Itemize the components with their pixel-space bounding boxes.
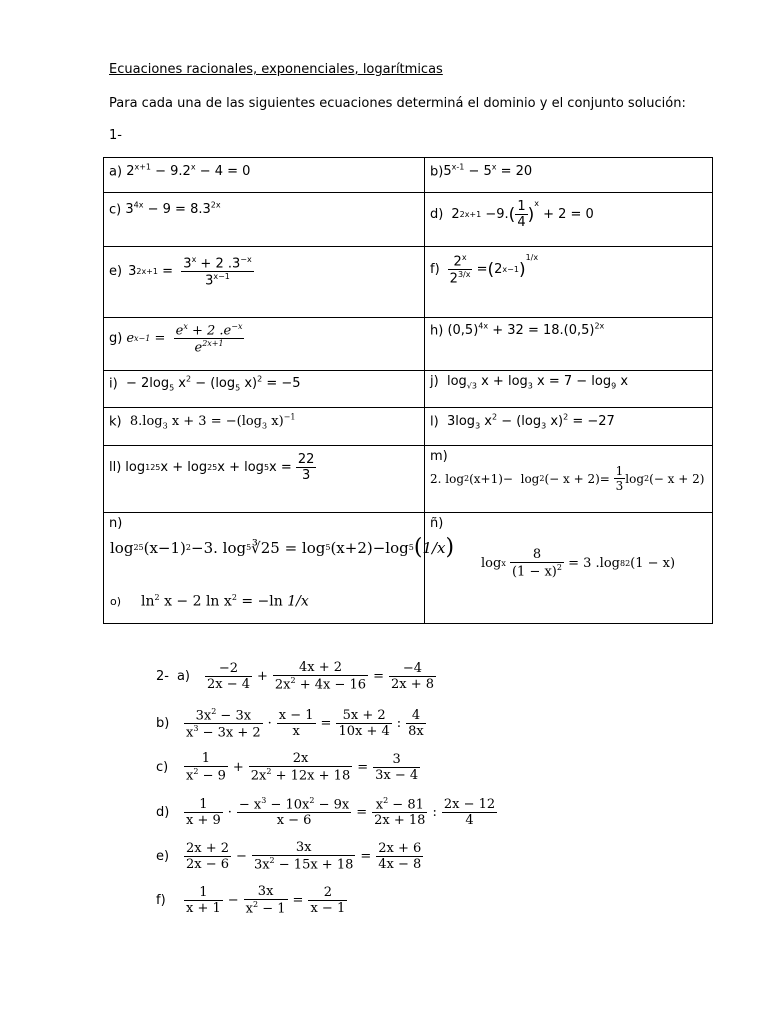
equation-2f: $\frac{1}{x + 1}$ − $\frac{3x}{x^2 - 1}$ = $\frac{2}{x - 1}$: [186, 884, 346, 917]
label-2e: e): [156, 848, 170, 864]
label-h: h): [430, 323, 444, 339]
equation-o: $\ln^2 x - 2$ $\ln x^2 = -\ln$ 1/x: [141, 593, 309, 610]
instruction-text: Para cada una de las siguientes ecuaciones determiná el dominio y el conjunto solución:: [109, 96, 686, 111]
equation-2c: $\frac{1}{x^2 - 9}$ + $\frac{2x}{2x^2 + 12x + 18}$ = $\frac{3}{3x - 4}$: [186, 751, 419, 784]
cell-d: [425, 193, 713, 247]
label-m: m): [430, 449, 448, 464]
cell-l: [425, 408, 713, 446]
label-a: a): [109, 164, 123, 180]
cell-c: [104, 193, 425, 247]
section-2-label: 2-: [156, 668, 169, 684]
label-k: k): [109, 414, 122, 430]
equation-2d: $\frac{1}{x + 9}$ · $\frac{- x^3 - 10x^2 - 9x}{x - 6}$ = $\frac{x^2 - 81}{2x + 18}$ : $\frac{2x - 12}{4}$: [186, 796, 496, 829]
cell-m: [425, 446, 713, 513]
cell-h: [425, 318, 713, 371]
cell-k: [104, 408, 425, 446]
equation-enye: log x $\frac{8}{(1 - x)^2}$ = 3 .log 8 2 (1 − x): [481, 547, 676, 580]
equation-ll: log 125 x + log 25 x + log 5 x = $\frac{22}{3}$: [125, 452, 315, 483]
label-2a: a): [176, 668, 191, 684]
cell-e: [104, 247, 425, 318]
section2-item-b: [156, 707, 426, 741]
cell-n-o: [104, 513, 455, 624]
equation-h: $(0,5)^{4x} + 32 = 18.(0,5)^{2x}$: [447, 322, 605, 339]
equation-2b: $\frac{3x^2 - 3x}{x^3 - 3x + 2}$ · $\frac{x - 1}{x}$ = $\frac{5x + 2}{10x + 4}$ : $\frac{4}{8x}$: [186, 707, 424, 741]
cell-a: [104, 158, 425, 193]
label-2f: f): [156, 892, 166, 908]
equation-e: 3 2x+1 = $\frac{3^x + 2 .3^{-x}}{3^{x-1}}$: [128, 255, 252, 289]
cell-f: [425, 247, 713, 318]
label-o: o): [110, 594, 122, 608]
label-enye: ñ): [430, 516, 444, 531]
equation-2a: $\frac{-2}{2x - 4}$ + $\frac{4x + 2}{2x^2 + 4x - 16}$ = $\frac{-4}{2x + 8}$: [206, 660, 435, 693]
equation-f: $\frac{2^x}{2^{3/x}}$ = ( 2 x−1 ) $^{1/x}$: [449, 253, 539, 287]
label-d: d): [430, 207, 444, 222]
equation-j: $\log_{√3} x + \log_3 x = 7 - \log_9 x$: [442, 374, 629, 391]
equation-l: $3\log_3$ $x^2 - (\log_3$ x)$^2$ = −27: [442, 413, 615, 431]
cell-g: [104, 318, 425, 371]
cell-b: [425, 158, 713, 193]
equation-c: $3^{4x} - 9 = 8.3^{2x}$: [125, 201, 221, 218]
equation-n: log 25 (x−1) 2 −3. log 5 ∛25 = log 5 (x+2)−log 5 ( 1/x ): [110, 535, 455, 560]
equation-i: − $2\log_5$ $x^2 - (\log_5$ x)$^2$ = −5: [121, 375, 301, 393]
equation-k: $8.\log_3$ $x + 3 = -(\log_3$ x)$^{-1}$: [125, 413, 296, 431]
section2-item-d: [156, 796, 497, 828]
equation-d: 2 2x+1 −9. ( $\frac{1}{4}$ ) $^x$ + 2 = 0: [451, 199, 594, 230]
label-2d: d): [156, 804, 170, 820]
section-1-label: 1-: [109, 128, 122, 143]
exercise-table: [103, 157, 713, 624]
label-c: c): [109, 202, 122, 218]
equation-m: 2. log 2 (x+1)− log 2 (− x + 2)= $\frac{1}{3}$ log 2 (− x + 2): [430, 464, 705, 493]
label-j: j): [430, 374, 439, 389]
label-2c: c): [156, 759, 169, 775]
label-f: f): [430, 262, 440, 278]
label-l: l): [430, 414, 439, 430]
cell-j: [425, 371, 713, 408]
equation-a: $2^{x+1} - 9.2^x - 4 = 0$: [126, 163, 251, 180]
label-b: b): [430, 164, 444, 180]
equation-b: $5^{x-1} - 5^x = 20$: [443, 163, 533, 180]
equation-g: e x−1 = $\frac{e^x + 2 .e^{-x}}{e^{2x+1}}$: [126, 322, 243, 356]
label-2b: b): [156, 716, 170, 732]
label-i: i): [109, 376, 118, 392]
section2-item-a: [156, 660, 436, 692]
cell-enye: [425, 513, 713, 624]
cell-ll: [104, 446, 425, 513]
section2-item-f: [156, 884, 347, 916]
cell-i: [104, 371, 425, 408]
equation-2e: $\frac{2x + 2}{2x - 6}$ − $\frac{3x}{3x^2 - 15x + 18}$ = $\frac{2x + 6}{4x - 8}$: [186, 840, 422, 873]
page-title: Ecuaciones racionales, exponenciales, logarítmicas: [109, 62, 443, 77]
label-g: g): [109, 331, 123, 347]
section2-item-c: [156, 751, 420, 783]
label-ll: ll): [109, 460, 122, 475]
label-e: e): [109, 264, 123, 280]
section2-item-e: [156, 840, 423, 872]
label-n: n): [109, 516, 123, 531]
